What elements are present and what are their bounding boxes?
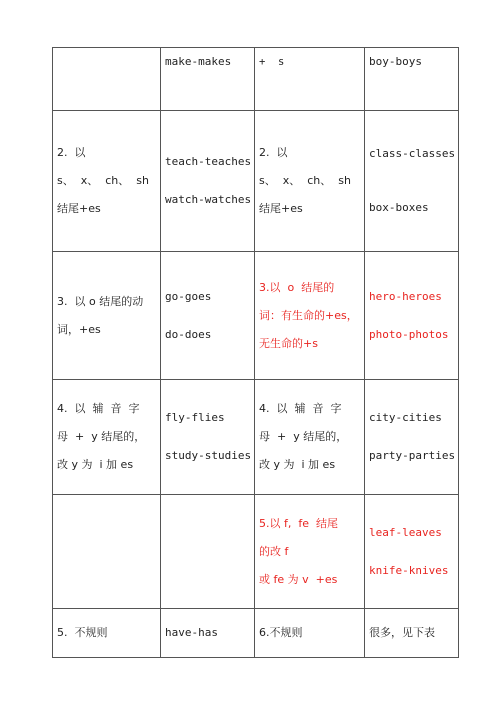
- example-text: 很多，见下表: [369, 626, 435, 639]
- table-cell: [161, 111, 255, 252]
- example-text: teach-teaches: [165, 155, 252, 168]
- rule-text: 母 + y 结尾的，: [259, 430, 348, 443]
- table-cell: [53, 380, 161, 495]
- table-cell: [255, 609, 365, 658]
- example-text: have-has: [165, 626, 218, 639]
- example-text: class-classes: [369, 147, 456, 160]
- table-row: [53, 609, 459, 658]
- rule-text: + s: [259, 56, 285, 68]
- rule-text: 3. 以 o 结尾的动: [57, 294, 144, 308]
- table-row: [53, 495, 459, 609]
- table-cell: [255, 111, 365, 252]
- example-text: watch-watches: [165, 193, 252, 206]
- rule-text: 6.不规则: [259, 626, 303, 639]
- rule-text: s、 x、 ch、 sh: [57, 174, 149, 187]
- rule-text: s、 x、 ch、 sh: [259, 174, 351, 187]
- rule-text: 5.以 f, fe 结尾: [259, 516, 338, 530]
- table-cell: [255, 252, 365, 380]
- rule-text: 词，+es: [57, 322, 101, 336]
- example-text: study-studies: [165, 449, 252, 462]
- rule-text: 改 y 为 i 加 es: [57, 458, 134, 471]
- example-text: knife-knives: [369, 563, 449, 577]
- rule-text: 2. 以: [259, 146, 288, 159]
- table-cell: [255, 380, 365, 495]
- rule-text: 3.以 o 结尾的: [259, 280, 335, 294]
- rule-text: 2. 以: [57, 146, 86, 159]
- rule-text: 母 + y 结尾的，: [57, 430, 146, 443]
- table-cell: [365, 111, 459, 252]
- rule-text: 4. 以 辅 音 字: [57, 402, 140, 415]
- table-cell: [161, 380, 255, 495]
- table-cell: [53, 111, 161, 252]
- example-text: fly-flies: [165, 411, 225, 424]
- rule-text: 5. 不规则: [57, 626, 108, 639]
- example-text: party-parties: [369, 449, 456, 462]
- table-cell: [365, 495, 459, 609]
- rule-text: 4. 以 辅 音 字: [259, 402, 342, 415]
- table-cell: [161, 252, 255, 380]
- table-cell: [365, 252, 459, 380]
- example-text: do-does: [165, 327, 212, 341]
- table-cell: [365, 380, 459, 495]
- rule-text: 词：有生命的+es，: [259, 308, 358, 322]
- table-cell: [53, 48, 161, 111]
- table-cell: [365, 609, 459, 658]
- example-text: city-cities: [369, 411, 442, 424]
- table-cell: [161, 609, 255, 658]
- table-cell: [53, 609, 161, 658]
- example-text: go-goes: [165, 289, 212, 303]
- rule-text: 的改 f: [259, 544, 289, 558]
- example-text: boy-boys: [369, 55, 422, 68]
- rule-text: 无生命的+s: [259, 336, 318, 350]
- rule-text: 结尾+es: [57, 202, 101, 215]
- rule-text: 结尾+es: [259, 202, 303, 215]
- table-row: [53, 48, 459, 111]
- table-cell: [53, 252, 161, 380]
- grammar-rules-table: [52, 47, 459, 658]
- table-row: [53, 111, 459, 252]
- table-cell: [161, 48, 255, 111]
- example-text: make-makes: [165, 55, 232, 68]
- example-text: hero-heroes: [369, 289, 442, 303]
- table-row: [53, 252, 459, 380]
- table-cell: [53, 495, 161, 609]
- rule-text: 或 fe 为 v +es: [259, 572, 338, 586]
- rule-text: 改 y 为 i 加 es: [259, 458, 336, 471]
- example-text: photo-photos: [369, 327, 449, 341]
- table-row: [53, 380, 459, 495]
- table-cell: [255, 48, 365, 111]
- table-cell: [365, 48, 459, 111]
- table-cell: [255, 495, 365, 609]
- table-cell: [161, 495, 255, 609]
- example-text: box-boxes: [369, 201, 429, 214]
- example-text: leaf-leaves: [369, 525, 442, 539]
